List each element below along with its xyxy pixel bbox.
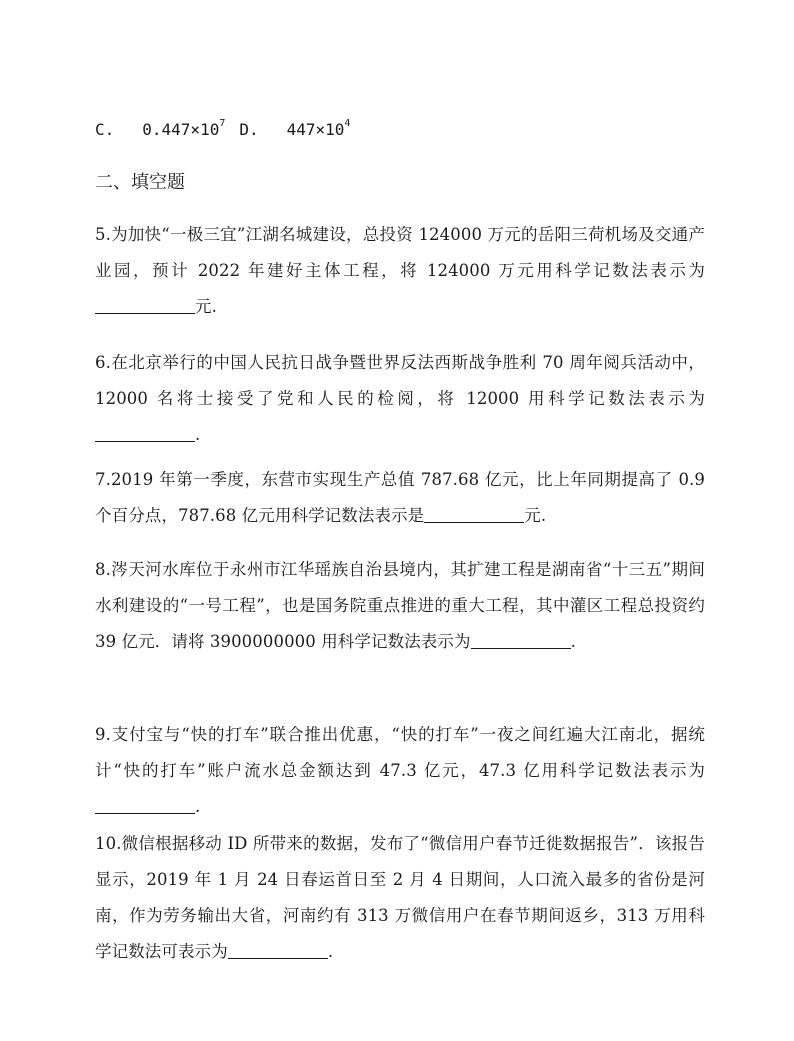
question-text: 9.支付宝与“快的打车”联合推出优惠，“快的打车”一夜之间红遍大江南北，据统计“快的打车”账户流水总金额达到 47.3 亿元，47.3 亿用科学记数法表示为 [95, 725, 705, 780]
question-text: 5.为加快“一极三宜”江湖名城建设，总投资 124000 万元的岳阳三荷机场及交通产业园，预计 2022 年建好主体工程，将 124000 万元用科学记数法表示为 [95, 225, 705, 280]
question-suffix: . [195, 425, 201, 444]
question-5 [95, 217, 705, 325]
answer-blank[interactable] [95, 796, 195, 814]
option-d-exponent: 4 [344, 118, 351, 129]
question-text: 8.涔天河水库位于永州市江华瑶族自治县境内，其扩建工程是湖南省“十三五”期间水利建设的“一号工程”，也是国务院重点推进的重大工程，其中灌区工程总投资约 39 亿元．请将 3900000000 用科学记数法表示为 [95, 560, 705, 651]
question-text: 10.微信根据移动 ID 所带来的数据，发布了“微信用户春节迁徙数据报告”．该报告显示，2019 年 1 月 24 日春运首日至 2 月 4 日期间，人口流入最多的省份是河南，作为劳务输出大省，河南约有 313 万微信用户在春节期间返乡，313 万用科学记数法可表示为 [95, 834, 705, 961]
question-suffix: 元. [524, 506, 547, 525]
question-suffix: . [195, 797, 201, 816]
option-c-value: 0.447×10 [142, 120, 220, 139]
question-10 [95, 826, 705, 970]
answer-blank[interactable] [228, 941, 328, 959]
option-d-label: D. [239, 120, 259, 139]
option-d-value: 447×10 [286, 120, 345, 139]
question-6 [95, 345, 705, 453]
question-suffix: 元. [195, 297, 217, 316]
answer-options-line [95, 118, 350, 142]
question-8 [95, 552, 705, 660]
answer-blank[interactable] [95, 296, 195, 314]
question-suffix: . [570, 632, 576, 651]
answer-blank[interactable] [95, 424, 195, 442]
question-text: 7.2019 年第一季度，东营市实现生产总值 787.68 亿元，比上年同期提高了 0.9 个百分点，787.68 亿元用科学记数法表示是 [95, 470, 705, 525]
answer-blank[interactable] [471, 631, 571, 649]
answer-blank[interactable] [424, 505, 524, 523]
option-c-label: C. [95, 120, 115, 139]
question-7 [95, 462, 705, 534]
question-suffix: . [327, 942, 334, 961]
question-9 [95, 717, 705, 825]
section-title: 二、填空题 [95, 172, 185, 193]
question-text: 6.在北京举行的中国人民抗日战争暨世界反法西斯战争胜利 70 周年阅兵活动中，12000 名将士接受了党和人民的检阅，将 12000 用科学记数法表示为 [95, 353, 705, 408]
option-c-exponent: 7 [219, 118, 226, 129]
